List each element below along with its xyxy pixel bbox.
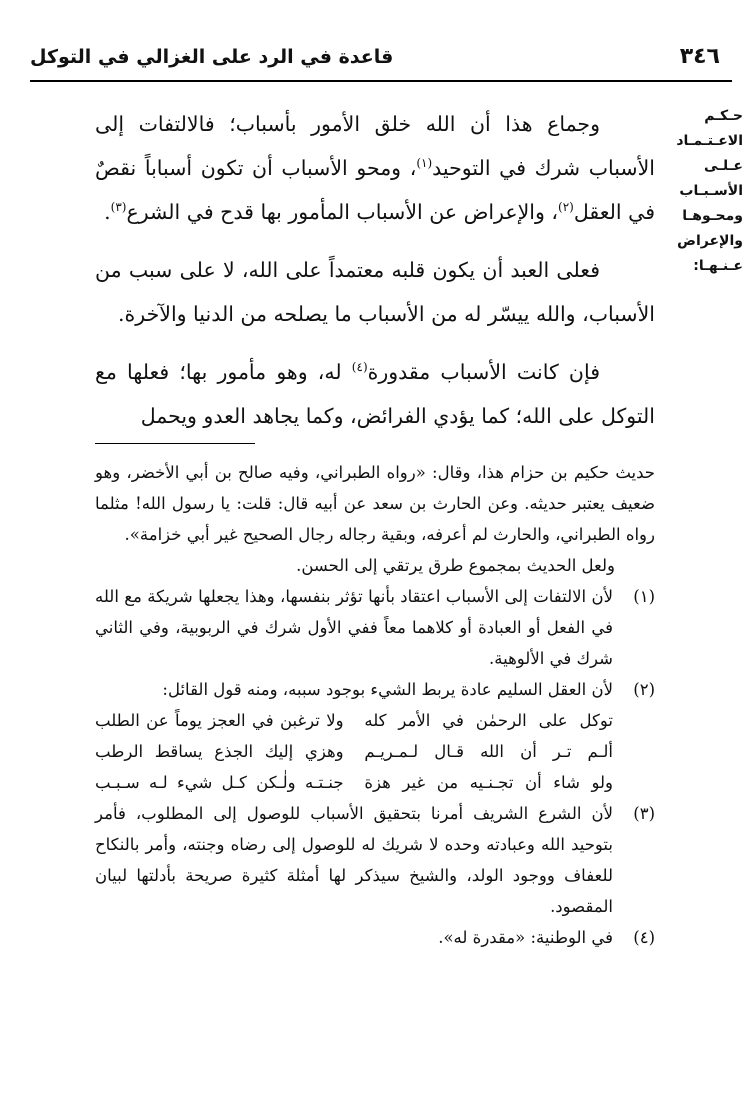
verse-first-hemistich: ولو شاء أن تجـنـيه من غير هزة [364,773,613,792]
footnote-text: لأن الشرع الشريف أمرنا بتحقيق الأسباب للوصول إلى المطلوب، فأمر بتوحيد الله وعبادته وحده لا شريك له للوصول إلى رضاه وجنته، وأمر بالنكاح للعفاف ووجود الولد، والشيخ سيذكر لها أمثلة كثيرة صريحة بأدلتها لبيان المقصود. [95,804,613,916]
footnote-number: (٢) [633,680,655,699]
footnote-number: (٤) [633,928,655,947]
main-paragraph: فعلى العبد أن يكون قلبه معتمداً على الله، لا على سبب من الأسباب، والله ييسّر له من الأسباب ما يصلحه من الدنيا والآخرة. [95,258,655,326]
footnote-4 [95,922,655,953]
header-rule [30,80,732,82]
footnote-text: لأن الالتفات إلى الأسباب اعتقاد بأنها تؤثر بنفسها، وهذا يجعلها شريكة مع الله في الفعل أو العبادة أو كلاهما معاً ففي الأول شرك في الربوبية، وفي الثاني شرك في الألوهية. [95,587,613,668]
footnote-number: (٣) [633,804,655,823]
text-run: له، وهو مأمور بها؛ فعلها مع التوكل على الله؛ كما يؤدي الفرائض، وكما يجاهد العدو ويحمل [95,360,655,428]
verse-second-hemistich: وهزي إليك الجذع يساقط الرطب [95,742,344,761]
page-number: ٣٤٦ [679,44,720,69]
verse-first-hemistich: توكل على الرحمٰن في الأمر كله [364,711,613,730]
verse-second-hemistich: ولا ترغبن في العجز يوماً عن الطلب [95,711,344,730]
poem [95,705,655,798]
margin-note-line: عـلـى [703,158,743,174]
footnote-ref[interactable]: (٤) [351,360,368,375]
footnote-text: لأن العقل السليم عادة يربط الشيء بوجود سببه، ومنه قول القائل: [162,680,613,699]
footnote-3 [95,798,655,922]
text-run: فإن كانت الأسباب مقدورة [367,360,600,384]
running-title: قاعدة في الرد على الغزالي في التوكل [30,46,394,68]
footnotes [95,457,655,953]
main-paragraph [95,102,655,234]
verse-first-hemistich: ألـم تـر أن الله قـال لـمـريـم [364,742,613,761]
footnote-ref[interactable]: (١) [416,156,433,171]
margin-note-line: الأسـبـاب [679,183,743,199]
poem-verse [95,705,655,736]
poem-verse [95,736,655,767]
margin-note [671,104,743,279]
footnote-1 [95,581,655,674]
text-run: وجماع هذا أن الله خلق الأمور بأسباب؛ فالالتفات إلى الأسباب شرك في التوحيد [95,112,655,180]
footnote-number: (١) [633,587,655,606]
margin-note-line: الاعـتـمـاد [676,133,743,149]
page-header [30,44,730,74]
footnote-2 [95,674,655,798]
footnote-text: في الوطنية: «مقدرة له». [438,928,613,947]
footnote-ref[interactable]: (٣) [110,200,127,215]
poem-verse [95,767,655,798]
footnote-continuation [95,457,655,581]
main-text [95,102,655,452]
margin-note-line: والإعراض [677,233,743,249]
footnote-ref[interactable]: (٢) [558,200,574,215]
margin-note-line: ومحـوهـا [682,208,743,224]
margin-note-line: عـنـهـا: [693,258,743,274]
text-run: ، ومحو الأسباب أن تكون أسباباً نقصٌ في العقل [95,156,655,224]
margin-note-line: حـكـم [704,108,743,124]
text-run: . [104,200,111,224]
verse-second-hemistich: جنـتـه ولٰـكن كـل شيء لـه سـبـب [95,773,344,792]
text-run: ، والإعراض عن الأسباب المأمور بها قدح في الشرع [126,200,559,224]
footnote-separator [95,443,255,444]
footnote-continuation-text: حديث حكيم بن حزام هذا، وقال: «رواه الطبراني، وفيه صالح بن أبي الأخضر، وهو ضعيف يعتبر حديثه. وعن الحارث بن سعد عن أبيه قال: قلت: يا رسول الله! مثلما رواه الطبراني، والحارث لم أعرفه، وبقية رجاله رجال الصحيح غير أبي خزامة». [95,463,655,544]
footnote-continuation-text: ولعل الحديث بمجموع طرق يرتقي إلى الحسن. [296,556,615,575]
main-paragraph [95,350,655,438]
